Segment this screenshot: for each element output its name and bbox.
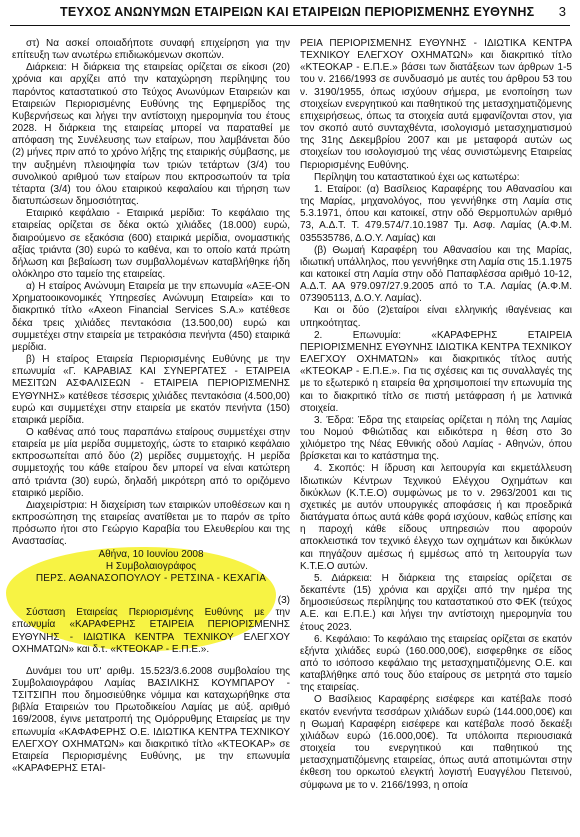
signature-date: Αθήνα, 10 Ιουνίου 2008 (98, 548, 204, 560)
paragraph-partner-2: (β) Θωμαή Καραφέρη του Αθανασίου και της Μαρίας, ιδιωτική υπάλληλος, που γεννήθηκε στη Λαμία στις 15.1.1975 και κατοικεί στη Λαμία στην οδό Παπαφλέσσα αριθμό 10-12, Α.Δ.Τ. ΑΑ 979.097/27.9.2005 από το Τ.Α. Λαμίας (Α.Φ.Μ. 073905113, Δ.Ο.Υ. Λαμίας). (300, 244, 572, 305)
paragraph-seat: 3. Έδρα: Έδρα της εταιρείας ορίζεται η πόλη της Λαμίας του Νομού Φθιώτιδας και ειδικότερα η θέση στο 3ο χιλιόμετρο της Νέας Εθνικής οδού Λαμίας - Αθηνών, όπου βρίσκεται και το κατάστημα της. (300, 414, 572, 463)
paragraph-conversion-cont: ΡΕΙΑ ΠΕΡΙΟΡΙΣΜΕΝΗΣ ΕΥΘΥΝΗΣ - ΙΔΙΩΤΙΚΑ ΚΕΝΤΡΑ ΤΕΧΝΙΚΟΥ ΕΛΕΓΧΟΥ ΟΧΗΜΑΤΩΝ» και διακριτικό τίτλο «ΚΤΕΟΚΑΡ - Ε.Π.Ε.» βάσει των διατάξεων των άρθρων 1-5 του ν. 2166/1993 σε συνδυασμό με αυτές του άρθρου 53 του ν. 3190/1955, όπως ισχύουν σήμερα, με ενοποίηση των στοιχείων ενεργητικού και παθητικού της μετασχηματιζόμενης επιχειρήσεως, όπως τα στοιχεία αυτά εμφανίζονται στον, για τον σκοπό αυτό συνταχθέντα, ισολογισμό μετασχηματισμού της 31ης Δεκεμβρίου 2007 και με μεταφορά αυτών ως στοιχείων του ισολογισμού της νέας συνιστώμενης Εταιρείας Περιορισμένης Ευθύνης. (300, 38, 572, 171)
paragraph-contributions: Ο Βασίλειος Καραφέρης εισέφερε και κατέβαλε ποσό εκατόν ενενήντα τεσσάρων χιλιάδων ευρώ (144.000,00€) και η Θωμαή Καραφέρη εισέφερε και κατέβαλε ποσό δεκαέξι χιλιάδων ευρώ (16.000,00€). Τα υπόλοιπα περιουσιακά στοιχεία του ενεργητικού και παθητικού της μετασχηματιζόμενης εταιρείας, όπως αυτά αποτιμώνται στην έκθεση του ορκωτού ελεγκτή λογιστή Ευαγγέλου Πετεινού, σύμφωνα με το ν. 2166/1993, η οποία (300, 694, 572, 791)
paragraph-purpose: 4. Σκοπός: Η ίδρυση και λειτουργία και εκμετάλλευση Ιδιωτικών Κέντρων Τεχνικού Ελέγχου Οχημάτων και δικύκλων (Κ.Τ.Ε.Ο) συμφώνως με το ν. 2963/2001 και τις σχετικές με αυτόν υπουργικές αποφάσεις ή και προεδρικά διατάγματα όπως αυτά κάθε φορά ισχύουν, καθώς επίσης και η παροχή κάθε είδους υπηρεσιών που αφορούν αποκλειστικά τον τεχνικό έλεγχο των οχημάτων και δικύκλων και πηγάζουν αμέσως ή εμμέσως από τη λειτουργία των Κ.Τ.Ε.Ο αυτών. (300, 463, 572, 572)
journal-title: ΤΕΥΧΟΣ ΑΝΩΝΥΜΩΝ ΕΤΑΙΡΕΙΩΝ ΚΑΙ ΕΤΑΙΡΕΙΩΝ ΠΕΡΙΟΡΙΣΜΕΝΗΣ ΕΥΘΥΝΗΣ (60, 5, 535, 19)
paragraph-duration: Διάρκεια: Η διάρκεια της εταιρείας ορίζεται σε είκοσι (20) χρόνια και αρχίζει από την καταχώρηση περίληψης του παρόντος καταστατικού στο Τεύχος Ανωνύμων Εταιρειών και Εταιρειών Περιορισμένης Ευθύνης της Εφημερίδος της Κυβερνήσεως και λήγει την αντίστοιχη ημερομηνία του έτους 2028. Η διάρκεια της εταιρείας μπορεί να παραταθεί με απόφαση της Συνέλευσης των εταίρων, που λαμβάνεται δύο (2) μήνες πριν από το χρόνο λήξης της εταιρικής σύμβασης, με την αυξημένη πλειοψηφία των τριών τετάρτων (3/4) του συνολικού αριθμού των εταίρων που εκπροσωπούν τα τρία τέταρτα (3/4) του όλου εταιρικού κεφαλαίου και τήρηση των διατυπώσεων δημοσιότητας. (12, 62, 290, 208)
paragraph-partner-b: β) Η εταίρος Εταιρεία Περιορισμένης Ευθύνης με την επωνυμία «Γ. ΚΑΡΑΒΙΑΣ ΚΑΙ ΣΥΝΕΡΓΑΤΕΣ - ΕΤΑΙΡΕΙΑ ΜΕΣΙΤΩΝ ΑΣΦΑΛΙΣΕΩΝ - ΕΤΑΙΡΕΙΑ ΠΕΡΙΟΡΙΣΜΕΝΗΣ ΕΥΘΥΝΗΣ» κατέθεσε τέσσερις χιλιάδες πεντακόσια (4.500,00) ευρώ και συμμετέχει στην εταιρεία με εκατόν πενήντα (150) εταιρικά μερίδια. (12, 354, 290, 426)
paragraph-partner-a: α) Η εταίρος Ανώνυμη Εταιρεία με την επωνυμία «ΑΞΕ-ΟΝ Χρηματοοικονομικές Υπηρεσίες Ανώνυμη Εταιρεία» και το διακριτικό τίτλο «Axeon Financial Services S.A.» κατέθεσε δέκα τρεις χιλιάδες πεντακόσια (13.500,00) ευρώ και συμμετέχει στην εταιρεία με τετρακόσια πενήντα (450) εταιρικά μερίδια. (12, 281, 290, 353)
header-rule (10, 25, 570, 26)
paragraph-name: 2. Επωνυμία: «ΚΑΡΑΦΕΡΗΣ ΕΤΑΙΡΕΙΑ ΠΕΡΙΟΡΙΣΜΕΝΗΣ ΕΥΘΥΝΗΣ ΙΔΙΩΤΙΚΑ ΚΕΝΤΡΑ ΤΕΧΝΙΚΟΥ ΕΛΕΓΧΟΥ ΟΧΗΜΑΤΩΝ» και διακριτικός τίτλος αυτής «ΚΤΕΟΚΑΡ - Ε.Π.Ε.». Για τις σχέσεις και τις συναλλαγές της με το εξωτερικό η εταιρεία θα χρησιμοποιεί την επωνυμία της και το διακριτικό τίτλο σε πιστή μετάφραση ή με λατινικά στοιχεία. (300, 329, 572, 414)
paragraph-capital-2: 6. Κεφάλαιο: Το κεφάλαιο της εταιρείας ορίζεται σε εκατόν εξήντα χιλιάδες ευρώ (160.000,00€), εισφερθηκε σε είδος από το ισόποσο κεφάλαιο της μετασχηματιζόμενης Ο.Ε. και καταβλήθηκε από τους δύο εταίρους σε μετρητά στο ταμείο της εταιρείας. (300, 633, 572, 694)
right-column (300, 38, 572, 792)
paragraph-shares: Ο καθένας από τους παραπάνω εταίρους συμμετέχει στην εταιρεία με μία μερίδα συμμετοχής, ώστε το εταιρικό κεφάλαιο εκπροσωπείται από δύο (2) μερίδες συμμετοχής. Η μερίδα συμμετοχής του κάθε εταίρου δεν μπορεί να είναι κατώτερη από τριάντα (30) ευρώ, δηλαδή μικρότερη από το οριζόμενο εταιρικό μερίδιο. (12, 427, 290, 499)
paragraph-manager: Διαχειρίστρια: Η διαχείριση των εταιρικών υποθέσεων και η εκπροσώπηση της εταιρείας ανατίθεται με το παρόν σε τρίτο πρόσωπο ήτοι στο Γεώργιο Καραβία του Ελευθερίου και της Αναστασίας. (12, 499, 290, 548)
notice-number: (3) (277, 595, 290, 607)
notary-role: Η Συμβολαιογράφος (105, 560, 197, 572)
left-column (12, 38, 290, 775)
page-number: 3 (558, 4, 566, 19)
paragraph-capital: Εταιρικό κεφάλαιο - Εταιρικά μερίδια: Το κεφάλαιο της εταιρείας ορίζεται σε δέκα οκτώ χιλιάδες (18.000) ευρώ, διαιρούμενο σε εξακόσια (600) εταιρικά μερίδια, ονομαστικής αξίας τριάντα (30) ευρώ το καθένα, και το οποίο κατά πρώτη δήλωση και βεβαίωση των συμβαλλομένων καταβλήθηκε ήδη ολόκληρο στο ταμείο της εταιρείας. (12, 208, 290, 280)
paragraph-nationality: Και οι δύο (2)εταίροι είναι ελληνικής ιθαγένειας και υπηκοότητας. (300, 305, 572, 329)
paragraph-summary-intro: Περίληψη του καταστατικού έχει ως κατωτέρω: (314, 171, 520, 183)
page-header (0, 0, 580, 30)
notary-name: ΠΕΡΣ. ΑΘΑΝΑΣΟΠΟΥΛΟΥ - ΡΕΤΣΙΝΑ - ΚΕΧΑΓΙΑ (35, 572, 267, 584)
notice-heading: Σύσταση Εταιρείας Περιορισμένης Ευθύνης με την επωνυμία «ΚΑΡΑΦΕΡΗΣ ΕΤΑΙΡΕΙΑ ΠΕΡΙΟΡΙΣΜΕΝΗΣ ΕΥΘΥΝΗΣ - ΙΔΙΩΤΙΚΑ ΚΕΝΤΡΑ ΤΕΧΝΙΚΟΥ ΕΛΕΓΧΟΥ ΟΧΗΜΑΤΩΝ» και δ.τ. «ΚΤΕΟΚΑΡ - Ε.Π.Ε.». (12, 607, 290, 655)
paragraph-partners: 1. Εταίροι: (α) Βασίλειος Καραφέρης του Αθανασίου και της Μαρίας, μηχανολόγος, που γεννήθηκε στη Λαμία στις 5.3.1971, όπου και κατοικεί, στην οδό Θερμοπυλών αριθμό 73, Α.Δ.Τ. Τ. 479.574/7.10.1987 Τμ. Ασφ. Λαμίας (Α.Φ.Μ. 035535786, Δ.Ο.Υ. Λαμίας) και (300, 183, 572, 244)
paragraph-conversion: Δυνάμει του υπ' αριθμ. 15.523/3.6.2008 συμβολαίου της Συμβολαιογράφου Λαμίας ΒΑΣΙΛΙΚΗΣ ΚΟΥΜΠΑΡΟΥ - ΤΣΙΤΣΙΠΗ που δημοσιεύθηκε νόμιμα και καταχωρήθηκε στα βιβλία Εταιρειών του Πρωτοδικείου Λαμίας με αύξ. αριθμό 169/2008, έγινε μετατροπή της Ομόρρυθμης Εταιρείας με την επωνυμία «ΚΑΦΑΦΕΡΗΣ Ο.Ε. ΙΔΙΩΤΙΚΑ ΚΕΝΤΡΑ ΤΕΧΝΙΚΟΥ ΕΛΕΓΧΟΥ ΟΧΗΜΑΤΩΝ» και διακριτικό τίτλο «ΚΤΕΟΚΑΡ» σε Εταιρεία Περιορισμένης Ευθύνης, με την επωνυμία «ΚΑΡΑΦΕΡΗΣ ΕΤΑΙ- (12, 665, 290, 775)
paragraph-duration-2: 5. Διάρκεια: Η διάρκεια της εταιρείας ορίζεται σε δεκαπέντε (15) χρόνια και αρχίζει από την ημέρα της δημοσιεύσεως περίληψης του καταστατικού στο ΦΕΚ (τεύχος Α.Ε. και Ε.Π.Ε.) και λήγει την αντίστοιχη ημερομηνία του έτους 2023. (300, 572, 572, 633)
paragraph-purpose-end: στ) Να ασκεί οποιαδήποτε συναφή επιχείρηση για την επίτευξη των ανωτέρω επιδιωκόμενων σκοπών. (12, 38, 290, 62)
